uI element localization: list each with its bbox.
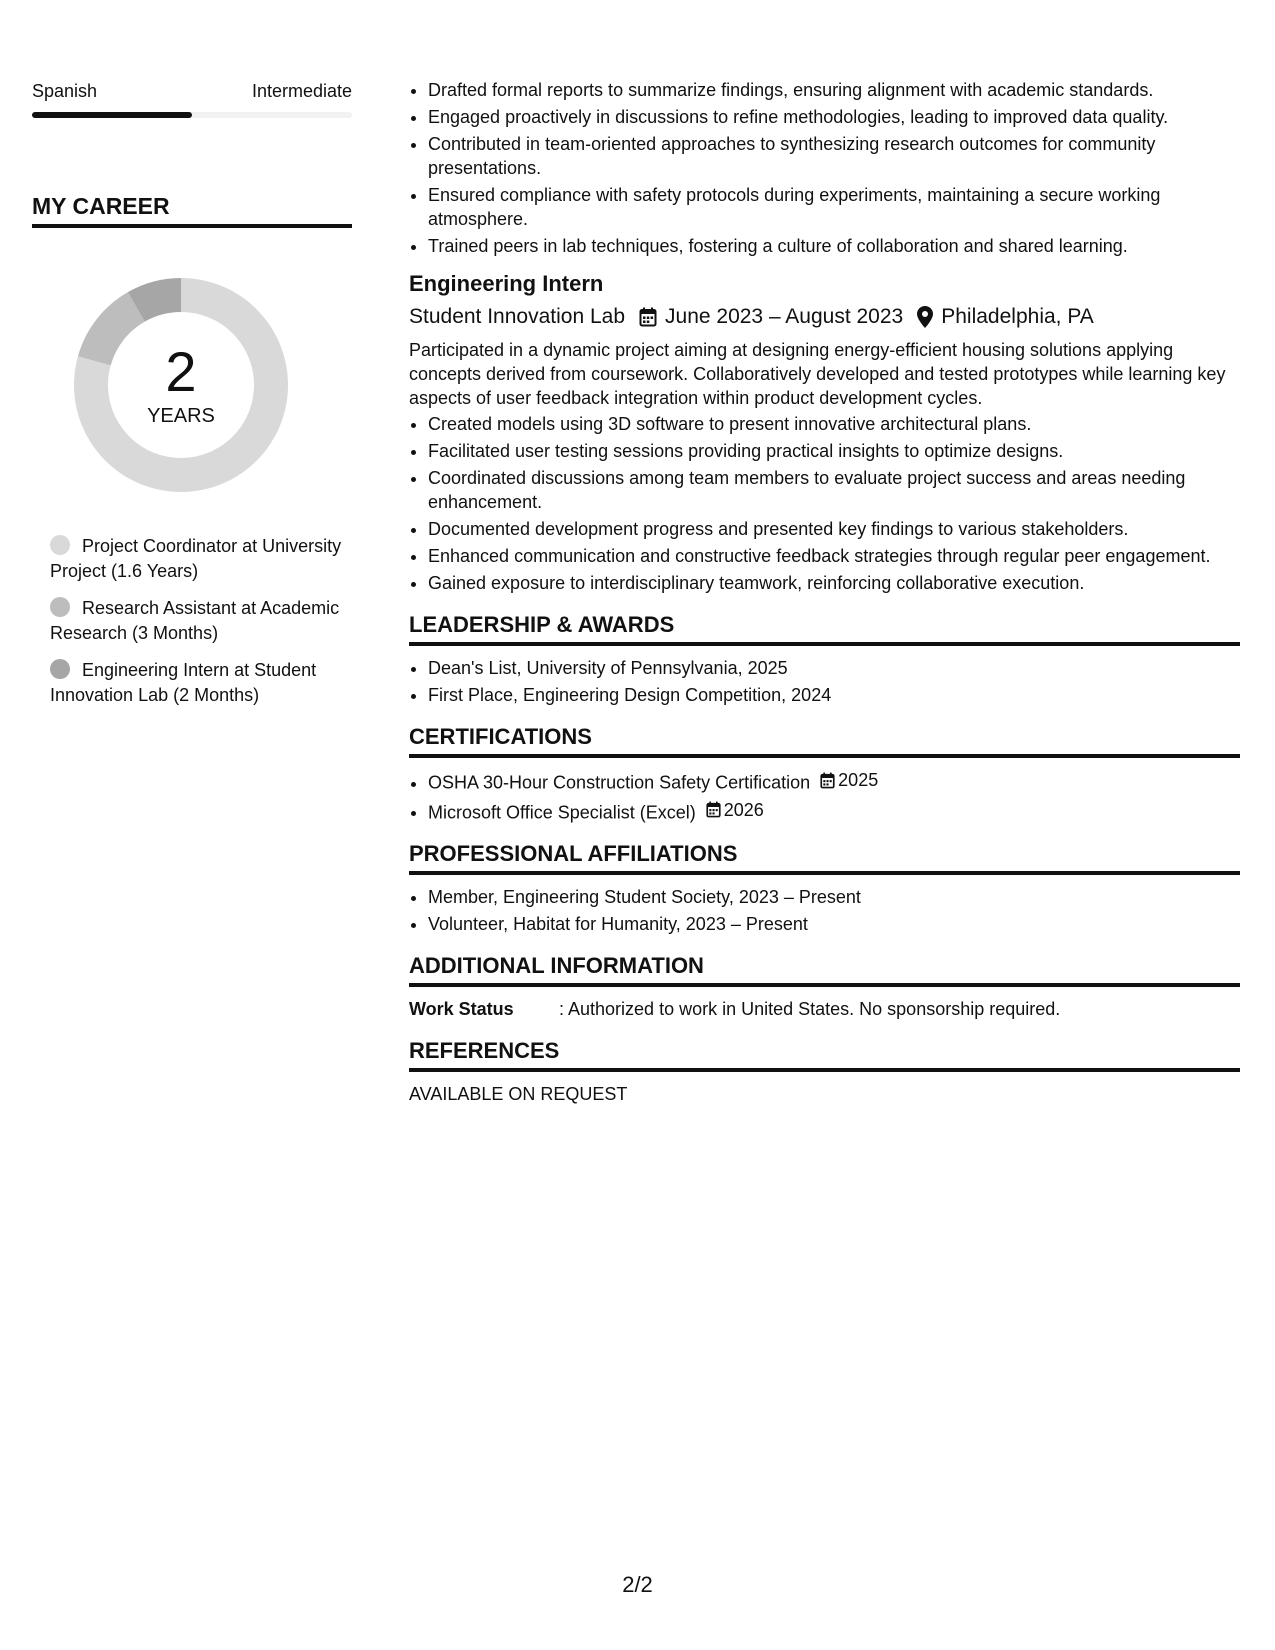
list-item: • Volunteer, Habitat for Humanity, 2023 – Present (428, 912, 1240, 936)
leadership-heading: LEADERSHIP & AWARDS (409, 611, 1240, 646)
work-status-label: Work Status (409, 999, 514, 1019)
career-total-number: 2 (165, 340, 197, 403)
donut-center (66, 270, 296, 500)
career-donut-chart (66, 270, 296, 500)
job-company: Student Innovation Lab (409, 305, 626, 328)
list-item: • Gained exposure to interdisciplinary teamwork, reinforcing collaborative execution. (428, 571, 1240, 595)
job-bullets (409, 412, 1240, 595)
list-item: • Created models using 3D software to present innovative architectural plans. (428, 412, 1240, 436)
certifications-list (409, 768, 1240, 824)
career-legend-item (50, 596, 350, 646)
certification-year (820, 768, 878, 792)
calendar-icon (820, 772, 835, 789)
job-description: Participated in a dynamic project aiming at designing energy-efficient housing solutions applying concepts derived from coursework. Collaboratively developed and tested prototypes while learning key aspects of user feedback integration within product development cycles. (409, 340, 1226, 408)
sidebar (32, 80, 352, 720)
location-pin-icon (917, 306, 933, 328)
career-legend-item (50, 534, 350, 584)
list-item: • Dean's List, University of Pennsylvania, 2025 (428, 656, 1240, 680)
list-item: • Member, Engineering Student Society, 2023 – Present (428, 885, 1240, 909)
job-title: Engineering Intern (409, 271, 604, 296)
list-item: • Drafted formal reports to summarize findings, ensuring alignment with academic standards. (428, 78, 1240, 102)
list-item: • Contributed in team-oriented approaches to synthesizing research outcomes for community presentations. (428, 132, 1240, 180)
page-number: 2/2 (622, 1572, 653, 1597)
list-item: • Trained peers in lab techniques, fostering a culture of collaboration and shared learning. (428, 234, 1240, 258)
affiliations-heading: PROFESSIONAL AFFILIATIONS (409, 840, 1240, 875)
list-item: • Enhanced communication and constructive feedback strategies through regular peer engagement. (428, 544, 1240, 568)
list-item (428, 768, 1240, 795)
list-item: • First Place, Engineering Design Competition, 2024 (428, 683, 1240, 707)
list-item: • Ensured compliance with safety protocols during experiments, maintaining a secure working atmosphere. (428, 183, 1240, 231)
career-legend-label: Engineering Intern at Student Innovation Lab (2 Months) (50, 660, 317, 705)
legend-dot-icon (50, 535, 70, 555)
job-dates: June 2023 – August 2023 (665, 305, 904, 328)
affiliations-list (409, 885, 1240, 936)
career-legend-item (50, 658, 350, 708)
list-item (428, 798, 1240, 825)
language-level: Intermediate (251, 81, 352, 101)
language-name: Spanish (32, 81, 98, 101)
language-proficiency-bar (32, 112, 352, 118)
legend-dot-icon (50, 597, 70, 617)
main-content (409, 78, 1240, 1106)
language-row (32, 80, 352, 102)
certifications-heading: CERTIFICATIONS (409, 723, 1240, 758)
previous-job-bullets (409, 78, 1240, 258)
additional-info-heading: ADDITIONAL INFORMATION (409, 952, 1240, 987)
references-heading: REFERENCES (409, 1037, 1240, 1072)
language-proficiency-fill (32, 112, 192, 118)
work-status-row (409, 997, 1240, 1021)
references-text: AVAILABLE ON REQUEST (409, 1084, 628, 1104)
list-item: • Coordinated discussions among team members to evaluate project success and areas needing enhancement. (428, 466, 1240, 514)
legend-dot-icon (50, 659, 70, 679)
calendar-icon (639, 307, 657, 327)
certification-name: OSHA 30-Hour Construction Safety Certification (428, 772, 811, 793)
list-item: • Engaged proactively in discussions to refine methodologies, leading to improved data quality. (428, 105, 1240, 129)
certification-year (706, 798, 764, 822)
certification-year-text: 2025 (838, 770, 879, 790)
career-legend-label: Research Assistant at Academic Research (3 Months) (50, 598, 340, 643)
career-total-unit: YEARS (147, 405, 215, 427)
job-meta (409, 302, 1240, 332)
certification-name: Microsoft Office Specialist (Excel) (428, 802, 696, 822)
job-location: Philadelphia, PA (941, 305, 1094, 328)
list-item: • Facilitated user testing sessions providing practical insights to optimize designs. (428, 439, 1240, 463)
certification-year-text: 2026 (723, 799, 764, 820)
leadership-list (409, 656, 1240, 707)
career-legend-label: Project Coordinator at University Project (1.6 Years) (50, 536, 342, 581)
calendar-icon (706, 801, 721, 818)
career-legend (50, 534, 350, 708)
list-item: • Documented development progress and presented key findings to various stakeholders. (428, 517, 1240, 541)
career-heading: MY CAREER (32, 192, 352, 228)
work-status-value: : Authorized to work in United States. No sponsorship required. (559, 999, 1061, 1019)
